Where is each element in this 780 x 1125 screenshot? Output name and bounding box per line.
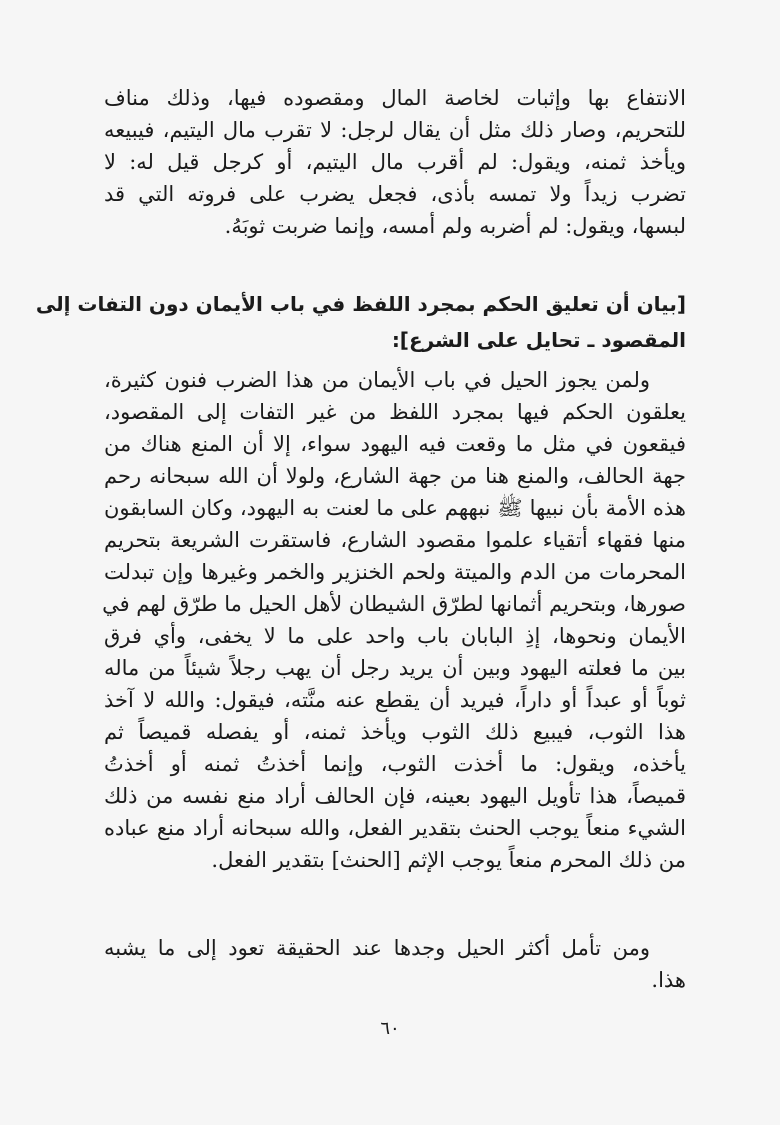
text-line: تضرب زيداً ولا تمسه بأذى، فجعل يضرب على فروته التي قد: [104, 182, 686, 206]
section-heading: [35, 286, 686, 358]
page-number: ٦٠: [380, 1018, 400, 1039]
text-line: منها فقهاء أتقياء علموا مقصود الشارع، فاستقرت الشريعة بتحريم: [104, 528, 686, 552]
text-line: ويأخذ ثمنه، ويقول: لم أقرب مال اليتيم، أو كرجل قيل له: لا: [104, 150, 686, 174]
text-line: من ذلك المحرم منعاً يوجب الإثم [الحنث] بتقدير الفعل.: [211, 848, 686, 872]
paragraph-1: [104, 82, 686, 242]
text-line: يأخذه، ويقول: ما أخذت الثوب، وإنما أخذتُ ثمنه أو أخذتُ: [104, 752, 686, 776]
text-line: هذا.: [651, 968, 686, 992]
heading-line: [بيان أن تعليق الحكم بمجرد اللفظ في باب الأيمان دون التفات إلى: [35, 292, 686, 316]
text-line: هذه الأمة بأن نبيها ﷺ نبههم على ما لعنت به اليهود، وكان السابقون: [104, 496, 686, 520]
text-line: قميصاً، هذا تأويل اليهود بعينه، فإن الحالف أراد منع نفسه من ذلك: [104, 784, 687, 808]
text-line: جهة الحالف، والمنع هنا من جهة الشارع، ولولا أن الله سبحانه رحم: [104, 464, 686, 488]
text-line: يعلقون الحكم فيها بمجرد اللفظ من غير التفات إلى المقصود،: [104, 400, 686, 424]
text-line: الانتفاع بها وإثبات لخاصة المال ومقصوده فيها، وذلك مناف: [104, 86, 686, 110]
text-line: للتحريم، وصار ذلك مثل أن يقال لرجل: لا تقرب مال اليتيم، فيبيعه: [104, 118, 686, 142]
text-line: صورها، وبتحريم أثمانها لطرّق الشيطان لأهل الحيل ما طرّق لهم في: [102, 592, 686, 616]
text-line: فيقعون في مثل ما وقعت فيه اليهود سواء، إلا أن المنع هناك من: [104, 432, 686, 456]
text-line: بين ما فعلته اليهود وبين أن يريد رجل أن يهب رجلاً شيئاً من ماله: [104, 656, 686, 680]
paragraph-2: [104, 364, 686, 876]
text-line: ثوباً أو عبداً أو داراً، فيريد أن يقطع عنه منَّته، فيقول: والله لا آخذ: [104, 688, 686, 712]
text-line: المحرمات من الدم والميتة ولحم الخنزير والخمر وغيرها وإن تبدلت: [104, 560, 686, 584]
heading-line: المقصود ـ تحايل على الشرع]:: [391, 328, 686, 352]
text-line: ولمن يجوز الحيل في باب الأيمان من هذا الضرب فنون كثيرة،: [104, 368, 650, 392]
paragraph-3: [104, 932, 686, 996]
text-line: الشيء منعاً يوجب الحنث بتقدير الفعل، والله سبحانه أراد منع عباده: [104, 816, 686, 840]
text-line: الأيمان ونحوها، إذِ البابان باب واحد على ما لا يخفى، وأي فرق: [104, 624, 686, 648]
text-line: هذا الثوب، فيبيع ذلك الثوب ويأخذ ثمنه، أو يفصله قميصاً ثم: [104, 720, 686, 744]
text-line: لبسها، ويقول: لم أضربه ولم أمسه، وإنما ضربت ثوبَهُ.: [224, 214, 686, 238]
text-line: ومن تأمل أكثر الحيل وجدها عند الحقيقة تعود إلى ما يشبه: [104, 936, 650, 960]
